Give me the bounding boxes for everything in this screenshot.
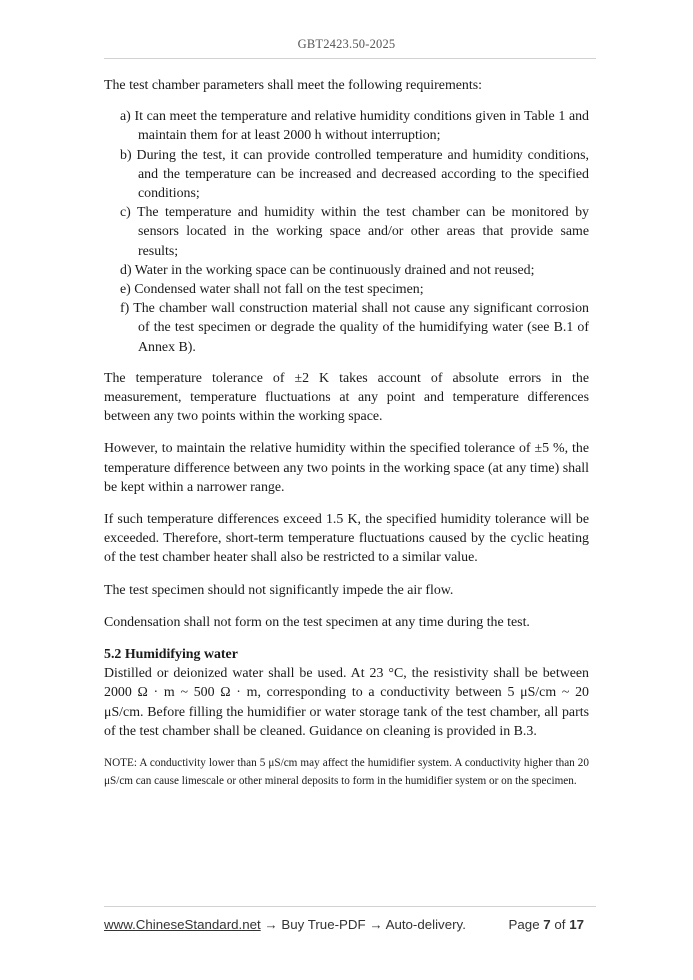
document-body (104, 76, 589, 791)
page-total: 17 (569, 917, 584, 932)
paragraph-humidity-tolerance: However, to maintain the relative humidity within the specified tolerance of ±5 %, the temperature difference between any two points in the working space (at any time) shall be kept within a narrower range. (104, 441, 589, 495)
requirement-e: e) Condensed water shall not fall on the test specimen; (120, 282, 424, 298)
page-of: of (554, 917, 566, 932)
requirement-c: c) The temperature and humidity within the test chamber can be monitored by sensors located in the working space and/or other areas that provide same results; (120, 205, 589, 259)
paragraph-condensation: Condensation shall not form on the test specimen at any time during the test. (104, 614, 530, 630)
paragraph-humidifying-water: Distilled or deionized water shall be used. At 23 °C, the resistivity shall be between 2000 Ω · m ~ 500 Ω · m, corresponding to a conductivity between 5 μS/cm ~ 20 μS/cm. Before filling the humidifier or water storage tank of the test chamber, all parts of the test chamber shall be cleaned. Guidance on cleaning is provided in B.3. (104, 666, 589, 739)
paragraph-temperature-tolerance: The temperature tolerance of ±2 K takes account of absolute errors in the measurement, temperature fluctuations at any point and temperature differences between any two points within the working space. (104, 370, 589, 425)
requirement-a: a) It can meet the temperature and relative humidity conditions given in Table 1 and maintain them for at least 2000 h without interruption; (120, 109, 589, 144)
site-link[interactable]: www.ChineseStandard.net (104, 917, 261, 932)
requirement-f: f) The chamber wall construction material shall not cause any significant corrosion of the test specimen or degrade the quality of the humidifying water (see B.1 of Annex B). (120, 301, 589, 355)
paragraph-temperature-difference: If such temperature differences exceed 1.5 K, the specified humidity tolerance will be exceeded. Therefore, short-term temperature fluctuations caused by the cyclic heating of the test chamber heater shall also be restricted to a similar value. (104, 512, 589, 566)
requirements-intro: The test chamber parameters shall meet the following requirements: (104, 78, 482, 93)
requirement-b: b) During the test, it can provide controlled temperature and humidity conditions, and the temperature can be increased and decreased according to the specified conditions; (120, 147, 589, 202)
section-heading-humidifying-water: 5.2 Humidifying water (104, 647, 238, 663)
footer-divider (104, 906, 596, 907)
page-current: 7 (543, 917, 551, 932)
header-divider (104, 58, 596, 59)
page-footer (104, 917, 584, 937)
page-number (509, 917, 584, 932)
page-label: Page (508, 917, 540, 932)
footer-promo (104, 917, 466, 932)
note-conductivity: NOTE: A conductivity lower than 5 μS/cm may affect the humidifier system. A conductivity higher than 20 μS/cm can cause limescale or other mineral deposits to form in the humidifier system or on the specimen. (104, 757, 589, 788)
document-id-header: GBT2423.50-2025 (297, 37, 396, 51)
requirement-d: d) Water in the working space can be continuously drained and not reused; (120, 262, 535, 278)
footer-promo-text: → Buy True-PDF → Auto-delivery. (260, 917, 466, 932)
paragraph-air-flow: The test specimen should not significantly impede the air flow. (104, 582, 454, 598)
